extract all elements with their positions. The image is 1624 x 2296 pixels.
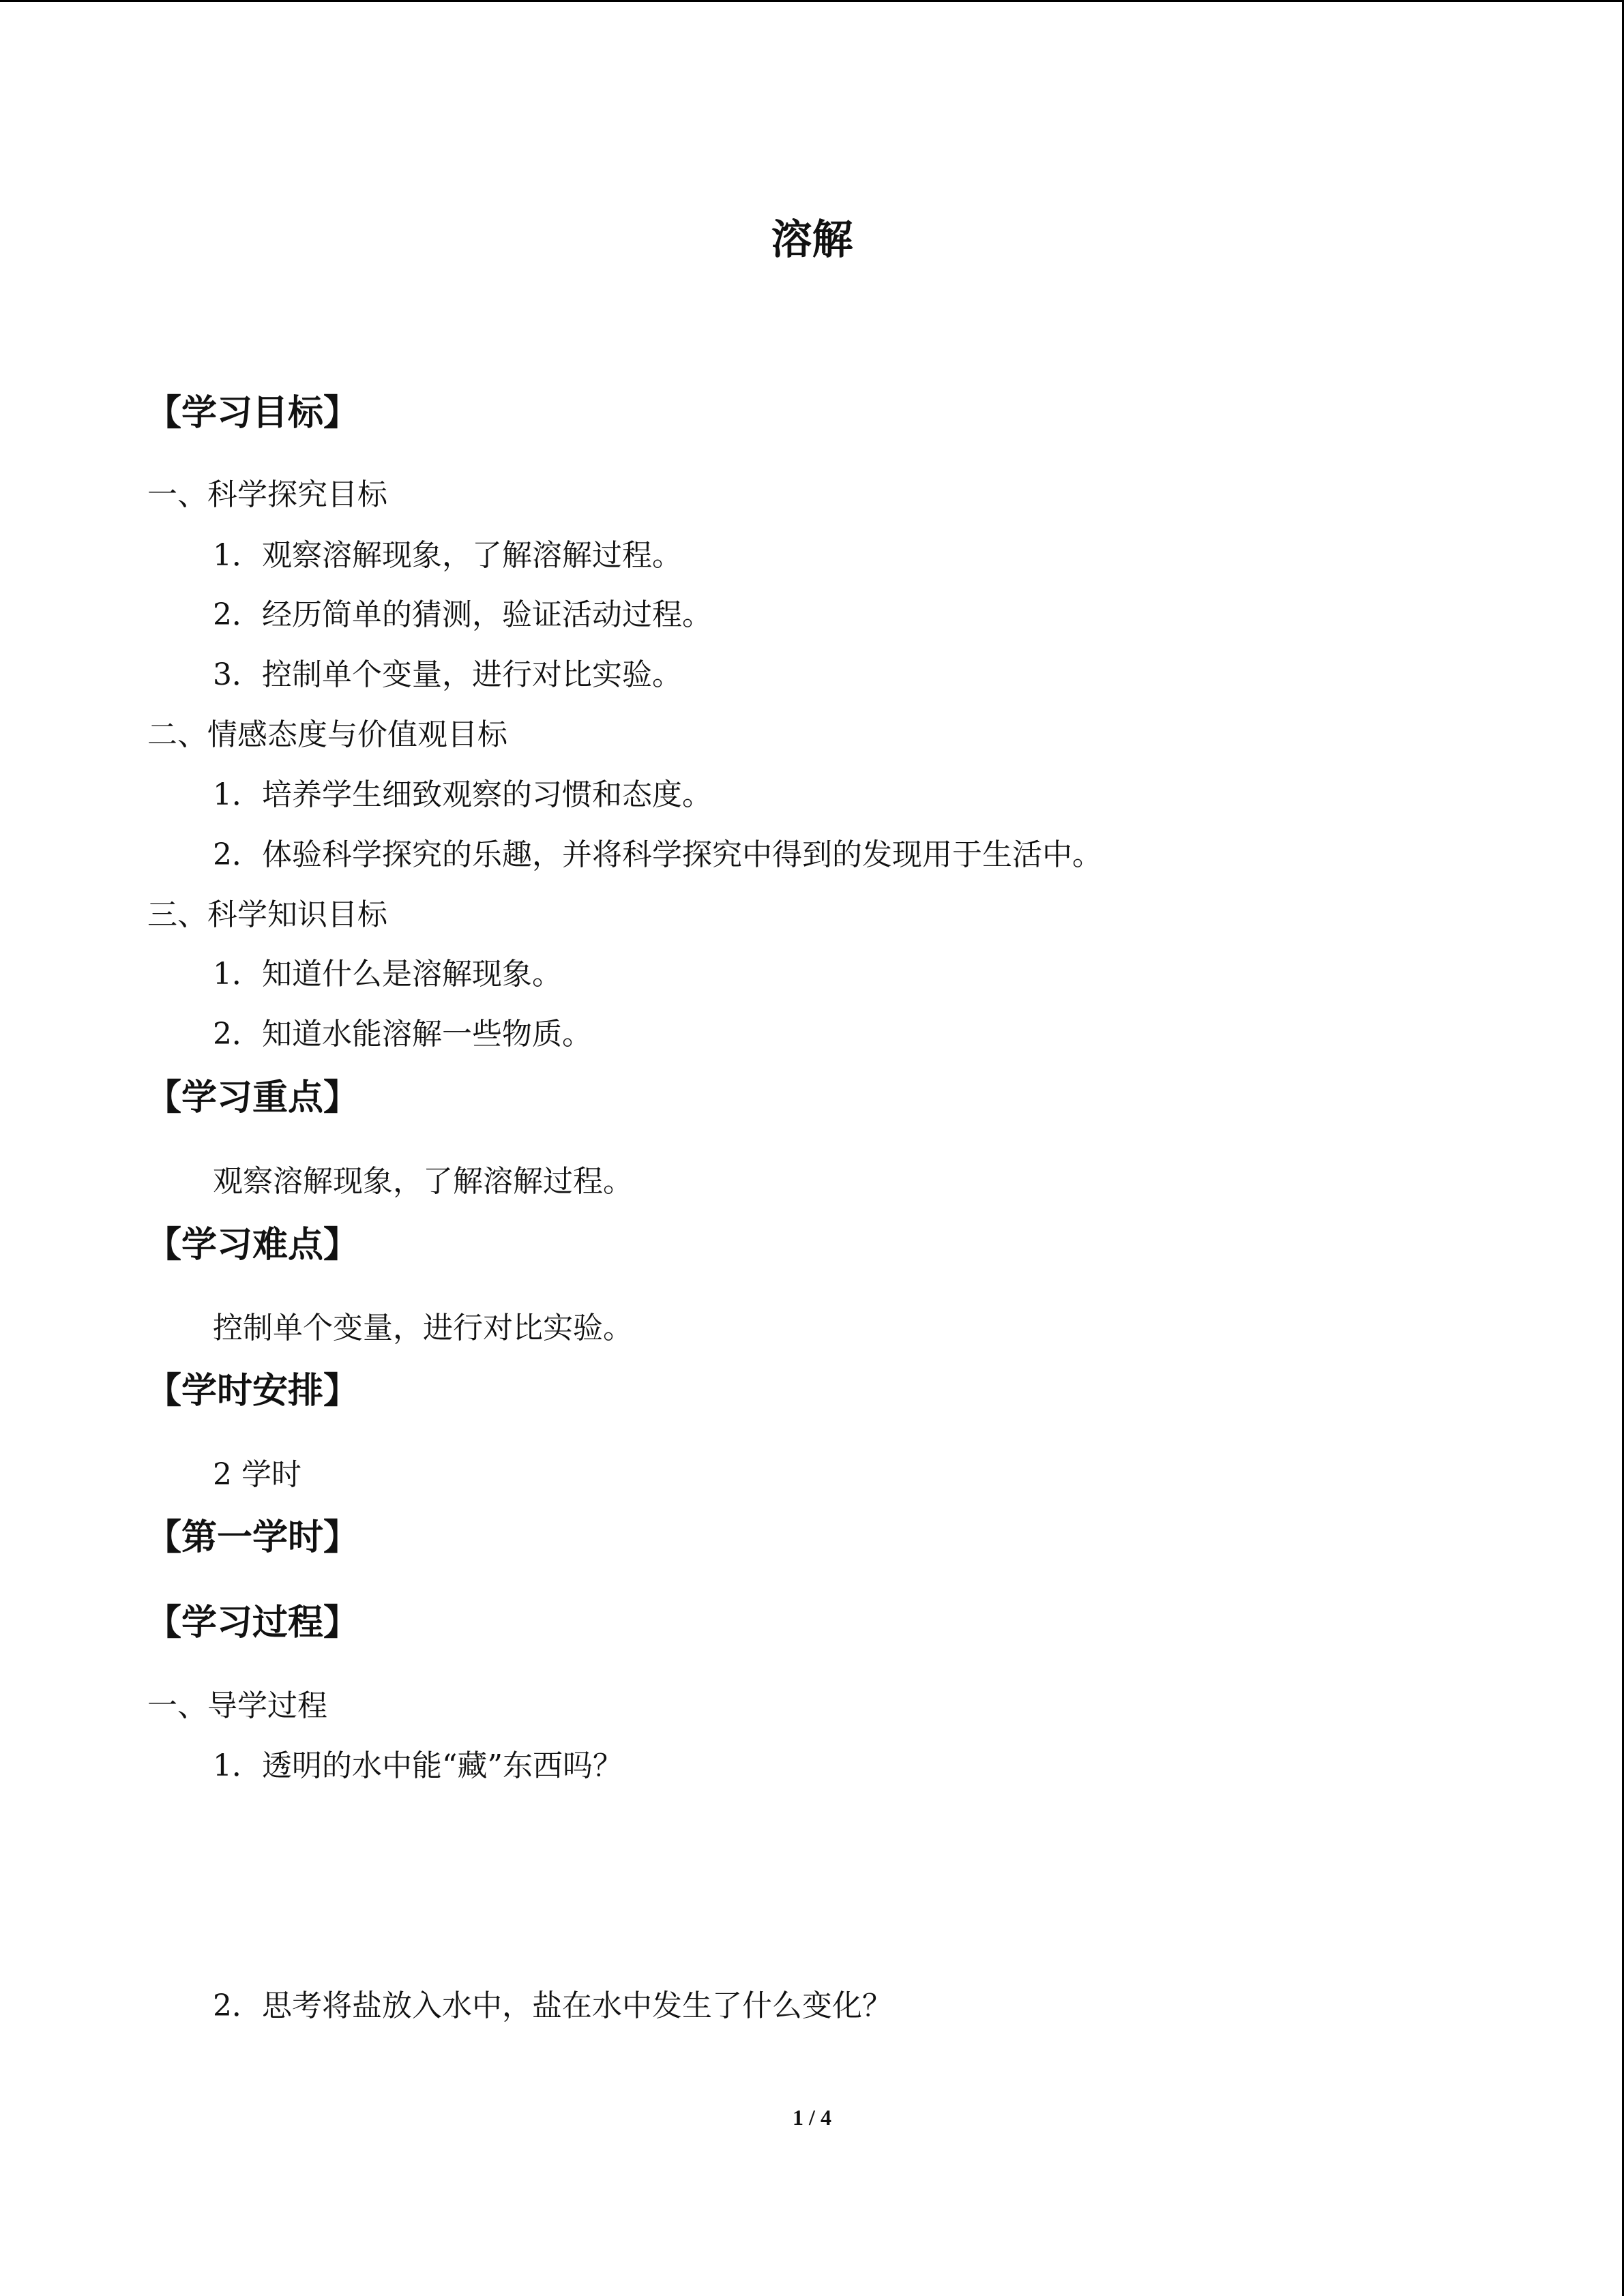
section-heading-learning-process: 【学习过程】	[146, 1602, 359, 1643]
goal-item: 1．观察溶解现象，了解溶解过程。	[213, 538, 682, 573]
section-heading-difficulties: 【学习难点】	[146, 1225, 359, 1266]
section-heading-schedule: 【学时安排】	[146, 1371, 359, 1412]
process-category-guided: 一、导学过程	[147, 1688, 327, 1723]
key-points-text: 观察溶解现象，了解溶解过程。	[213, 1164, 633, 1199]
process-question: 2．思考将盐放入水中，盐在水中发生了什么变化？	[213, 1988, 892, 2023]
process-question: 1．透明的水中能“藏”东西吗？	[213, 1748, 623, 1783]
goal-category-inquiry: 一、科学探究目标	[147, 477, 387, 512]
schedule-text: 2 学时	[213, 1457, 301, 1492]
section-heading-key-points: 【学习重点】	[146, 1077, 359, 1118]
goal-category-knowledge: 三、科学知识目标	[147, 897, 387, 932]
difficulties-text: 控制单个变量，进行对比实验。	[213, 1311, 633, 1345]
section-heading-learning-goals: 【学习目标】	[146, 393, 359, 434]
goal-item: 3．控制单个变量，进行对比实验。	[213, 657, 682, 692]
goal-item: 1．培养学生细致观察的习惯和态度。	[213, 777, 712, 812]
goal-category-attitude: 二、情感态度与价值观目标	[147, 717, 507, 752]
goal-item: 2．经历简单的猜测，验证活动过程。	[213, 597, 712, 632]
page-number: 1 / 4	[793, 2105, 831, 2130]
page-border-top	[0, 0, 1624, 2]
section-heading-first-period: 【第一学时】	[146, 1517, 359, 1558]
goal-item: 2．体验科学探究的乐趣，并将科学探究中得到的发现用于生活中。	[213, 837, 1102, 872]
goal-item: 1．知道什么是溶解现象。	[213, 957, 562, 992]
goal-item: 2．知道水能溶解一些物质。	[213, 1017, 592, 1052]
page-title: 溶解	[771, 216, 853, 264]
